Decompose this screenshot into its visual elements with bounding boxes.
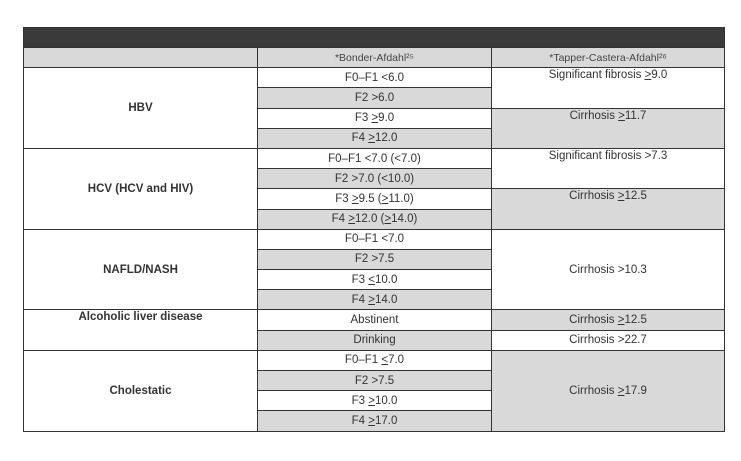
condition-hcv: HCV (HCV and HIV) (24, 148, 258, 229)
table-row (24, 350, 725, 370)
hbv-bonder-f4: F4 >12.0 (258, 128, 492, 148)
table-banner (24, 28, 725, 48)
hcv-bonder-f3: F3 >9.5 (>11.0) (258, 189, 492, 209)
table-row (24, 68, 725, 88)
table-banner-row (24, 28, 725, 48)
hcv-bonder-f2: F2 >7.0 (<10.0) (258, 169, 492, 189)
hcv-tapper-cirrhosis: Cirrhosis >12.5 (492, 189, 725, 229)
hbv-tapper-significant: Significant fibrosis >9.0 (492, 68, 725, 108)
header-tapper-castera-afdahl: *Tapper-Castera-Afdahl²⁶ (492, 48, 725, 68)
hbv-tapper-cirrhosis: Cirrhosis >11.7 (492, 108, 725, 148)
chol-tapper-cirrhosis: Cirrhosis >17.9 (492, 350, 725, 431)
table-row (24, 148, 725, 168)
nafld-bonder-f0f1: F0–F1 <7.0 (258, 229, 492, 249)
header-condition (24, 48, 258, 68)
hbv-bonder-f0f1: F0–F1 <6.0 (258, 68, 492, 88)
hbv-bonder-f2: F2 >6.0 (258, 88, 492, 108)
fibrosis-cutoff-table-container (23, 27, 724, 432)
alcohol-tapper-drinking: Cirrhosis >22.7 (492, 330, 725, 350)
chol-bonder-f3: F3 >10.0 (258, 391, 492, 411)
chol-bonder-f2: F2 >7.5 (258, 371, 492, 391)
table-row (24, 229, 725, 249)
chol-bonder-f4: F4 >17.0 (258, 411, 492, 431)
nafld-tapper-cirrhosis: Cirrhosis >10.3 (492, 229, 725, 310)
table-header-row (24, 48, 725, 68)
condition-nafld: NAFLD/NASH (24, 229, 258, 310)
condition-hbv: HBV (24, 68, 258, 149)
hcv-bonder-f0f1: F0–F1 <7.0 (<7.0) (258, 148, 492, 168)
hcv-tapper-significant: Significant fibrosis >7.3 (492, 148, 725, 188)
nafld-bonder-f4: F4 >14.0 (258, 290, 492, 310)
hbv-bonder-f3: F3 >9.0 (258, 108, 492, 128)
hcv-bonder-f4: F4 >12.0 (>14.0) (258, 209, 492, 229)
condition-cholestatic: Cholestatic (24, 350, 258, 431)
alcohol-bonder-abstinent: Abstinent (258, 310, 492, 330)
nafld-bonder-f3: F3 <10.0 (258, 270, 492, 290)
header-bonder-afdahl: *Bonder-Afdahl²⁵ (258, 48, 492, 68)
alcohol-tapper-abstinent: Cirrhosis >12.5 (492, 310, 725, 330)
chol-bonder-f0f1: F0–F1 <7.0 (258, 350, 492, 370)
condition-alcoholic: Alcoholic liver disease (24, 310, 258, 350)
fibrosis-cutoff-table (23, 27, 725, 432)
nafld-bonder-f2: F2 >7.5 (258, 249, 492, 269)
alcohol-bonder-drinking: Drinking (258, 330, 492, 350)
table-row (24, 310, 725, 330)
